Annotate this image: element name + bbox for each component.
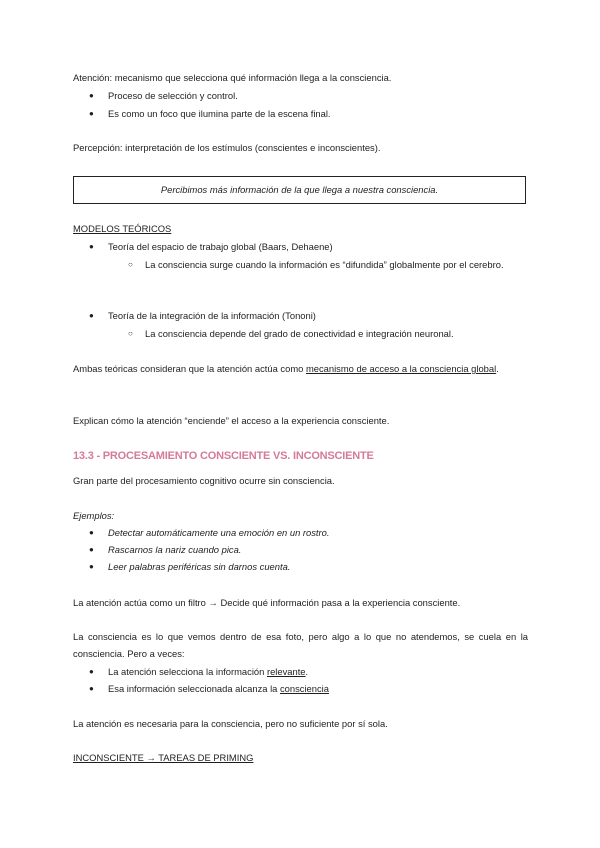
seleccion-bullet [108, 663, 528, 680]
teoria-1: Teoría del espacio de trabajo global (Baars, Dehaene) [108, 241, 333, 252]
section-title: 13.3 - PROCESAMIENTO CONSCIENTE VS. INCONSCIENTE [73, 450, 374, 462]
ambas-period: . [496, 363, 499, 374]
bullet-icon: ● [89, 91, 94, 100]
bullet-icon: ● [89, 528, 94, 537]
atencion-definition: Atención: mecanismo que selecciona qué información llega a la consciencia. [73, 72, 392, 83]
explican-paragraph: Explican cómo la atención “enciende” el acceso a la experiencia consciente. [73, 415, 390, 426]
alcanza-text: Esa información seleccionada alcanza la [108, 683, 280, 694]
consciencia-underlined: consciencia [279, 683, 329, 694]
circle-bullet-icon: ○ [128, 260, 133, 269]
necesaria-paragraph: La atención es necesaria para la consciencia, pero no suficiente por sí sola. [73, 718, 388, 729]
ejemplo-3: Leer palabras periféricas sin darnos cuenta. [108, 561, 291, 572]
teoria-2: Teoría de la integración de la información (Tononi) [108, 310, 316, 321]
ambas-text: Ambas teóricas consideran que la atención actúa como [73, 363, 306, 374]
ambas-paragraph [73, 360, 528, 377]
bullet-icon: ● [89, 242, 94, 251]
ejemplo-2: Rascarnos la nariz cuando pica. [108, 544, 242, 555]
seleccion-text: La atención selecciona la información [108, 666, 267, 677]
circle-bullet-icon: ○ [128, 329, 133, 338]
ejemplo-1: Detectar automáticamente una emoción en un rostro. [108, 527, 330, 538]
foto-paragraph: La consciencia es lo que vemos dentro de esa foto, pero algo a lo que no atendemos, se cuela en la consciencia. Pero a veces: [73, 631, 528, 659]
teoria-2-sub: La consciencia depende del grado de conectividad e integración neuronal. [145, 328, 454, 339]
ejemplos-label: Ejemplos: [73, 510, 115, 521]
bullet-icon: ● [89, 109, 94, 118]
alcanza-bullet [108, 680, 528, 697]
filtro-paragraph: La atención actúa como un filtro → Decide qué información pasa a la experiencia consciente. [73, 597, 461, 608]
percepcion-definition: Percepción: interpretación de los estímulos (conscientes e inconscientes). [73, 142, 381, 153]
bullet-icon: ● [89, 667, 94, 676]
section-intro: Gran parte del procesamiento cognitivo ocurre sin consciencia. [73, 475, 335, 486]
bullet-icon: ● [89, 684, 94, 693]
atencion-bullet-2: Es como un foco que ilumina parte de la escena final. [108, 108, 331, 119]
callout-box: Percibimos más información de la que llega a nuestra consciencia. [73, 176, 526, 204]
teoria-1-sub: La consciencia surge cuando la información es “difundida” globalmente por el cerebro. [145, 259, 504, 270]
relevante-underlined: relevante [266, 666, 306, 677]
modelos-heading: MODELOS TEÓRICOS [73, 223, 172, 234]
bullet-icon: ● [89, 545, 94, 554]
bullet-icon: ● [89, 562, 94, 571]
atencion-bullet-1: Proceso de selección y control. [108, 90, 238, 101]
inconsciente-heading: INCONSCIENTE → TAREAS DE PRIMING [73, 752, 254, 763]
acceso-global-underlined: mecanismo de acceso a la consciencia global [305, 363, 497, 374]
seleccion-period: . [305, 666, 309, 677]
bullet-icon: ● [89, 311, 94, 320]
